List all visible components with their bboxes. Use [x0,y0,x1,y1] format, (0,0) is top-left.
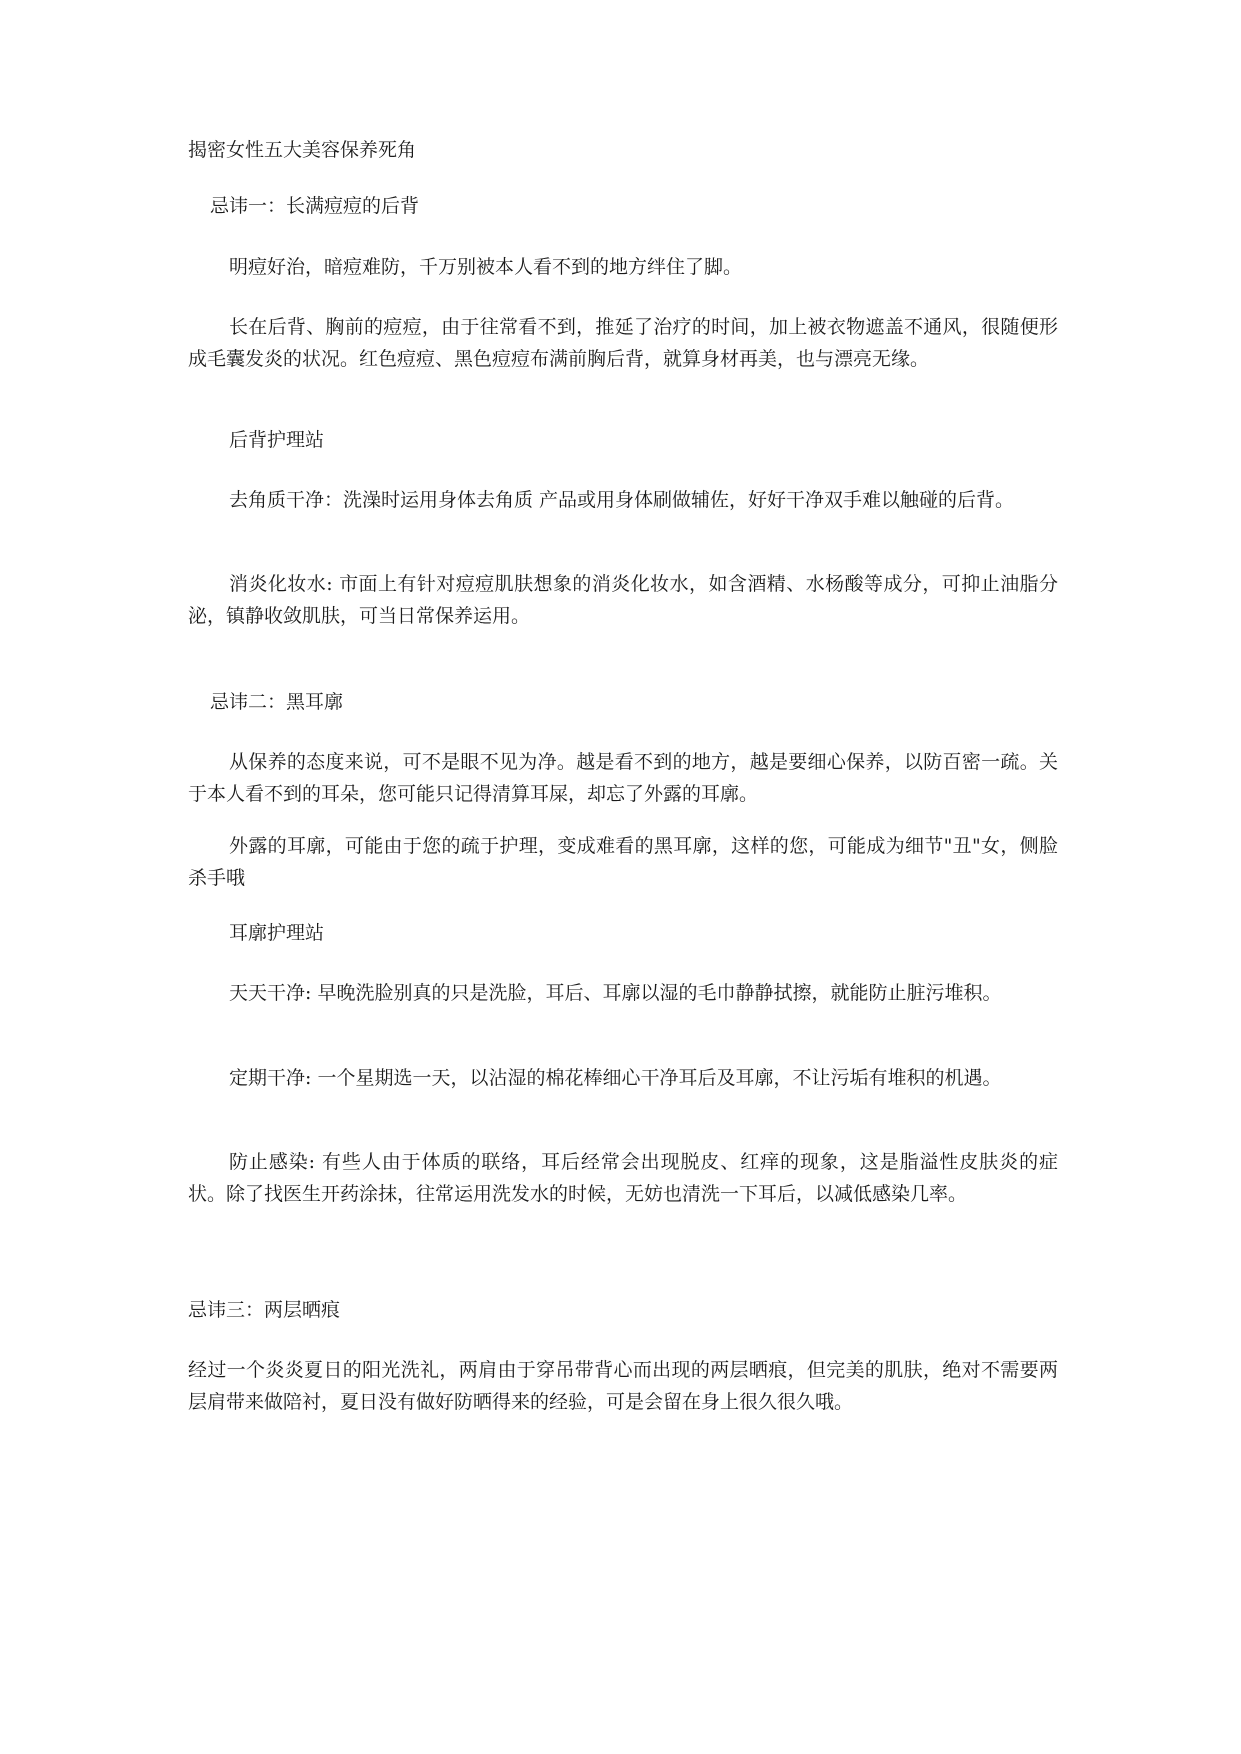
section3-heading: 忌讳三：两层晒痕 [188,1299,341,1321]
section1-paragraph: 明痘好治，暗痘难防，千万别被本人看不到的地方绊住了脚。 [229,256,743,278]
section3-paragraph: 经过一个炎炎夏日的阳光洗礼，两肩由于穿吊带背心而出现的两层晒痕，但完美的肌肤，绝对不需要两层肩带来做陪衬，夏日没有做好防晒得来的经验，可是会留在身上很久很久哦。 [188,1359,1058,1413]
section2-tip: 定期干净: 一个星期选一天，以沾湿的棉花棒细心干净耳后及耳廓，不让污垢有堆积的机遇。 [229,1067,1002,1089]
section2-heading: 忌讳二：黑耳廓 [210,691,344,713]
section1-heading: 忌讳一：长满痘痘的后背 [210,195,420,217]
section2-paragraph: 外露的耳廓，可能由于您的疏于护理，变成难看的黑耳廓，这样的您，可能成为细节"丑"女，侧脸杀手哦 [188,835,1058,889]
section2-tip: 天天干净: 早晚洗脸别真的只是洗脸，耳后、耳廓以湿的毛巾静静拭擦，就能防止脏污堆积。 [229,982,1002,1004]
section1-tip: 消炎化妆水: 市面上有针对痘痘肌肤想象的消炎化妆水，如含酒精、水杨酸等成分，可抑止油脂分泌，镇静收敛肌肤，可当日常保养运用。 [188,573,1058,627]
section1-care-title: 后背护理站 [229,429,325,451]
section2-tip: 防止感染: 有些人由于体质的联络，耳后经常会出现脱皮、红痒的现象，这是脂溢性皮肤炎的症状。除了找医生开药涂抹，往常运用洗发水的时候，无妨也清洗一下耳后，以减低感染几率。 [188,1151,1058,1205]
section2-paragraph: 从保养的态度来说，可不是眼不见为净。越是看不到的地方，越是要细心保养，以防百密一疏。关于本人看不到的耳朵，您可能只记得清算耳屎，却忘了外露的耳廓。 [188,751,1058,805]
document-title: 揭密女性五大美容保养死角 [188,139,417,161]
section2-care-title: 耳廓护理站 [229,922,325,944]
section1-paragraph: 长在后背、胸前的痘痘，由于往常看不到，推延了治疗的时间，加上被衣物遮盖不通风，很随便形成毛囊发炎的状况。红色痘痘、黑色痘痘布满前胸后背，就算身材再美，也与漂亮无缘。 [188,316,1058,370]
section1-tip: 去角质干净：洗澡时运用身体去角质 产品或用身体刷做辅佐，好好干净双手难以触碰的后背。 [229,489,1015,511]
